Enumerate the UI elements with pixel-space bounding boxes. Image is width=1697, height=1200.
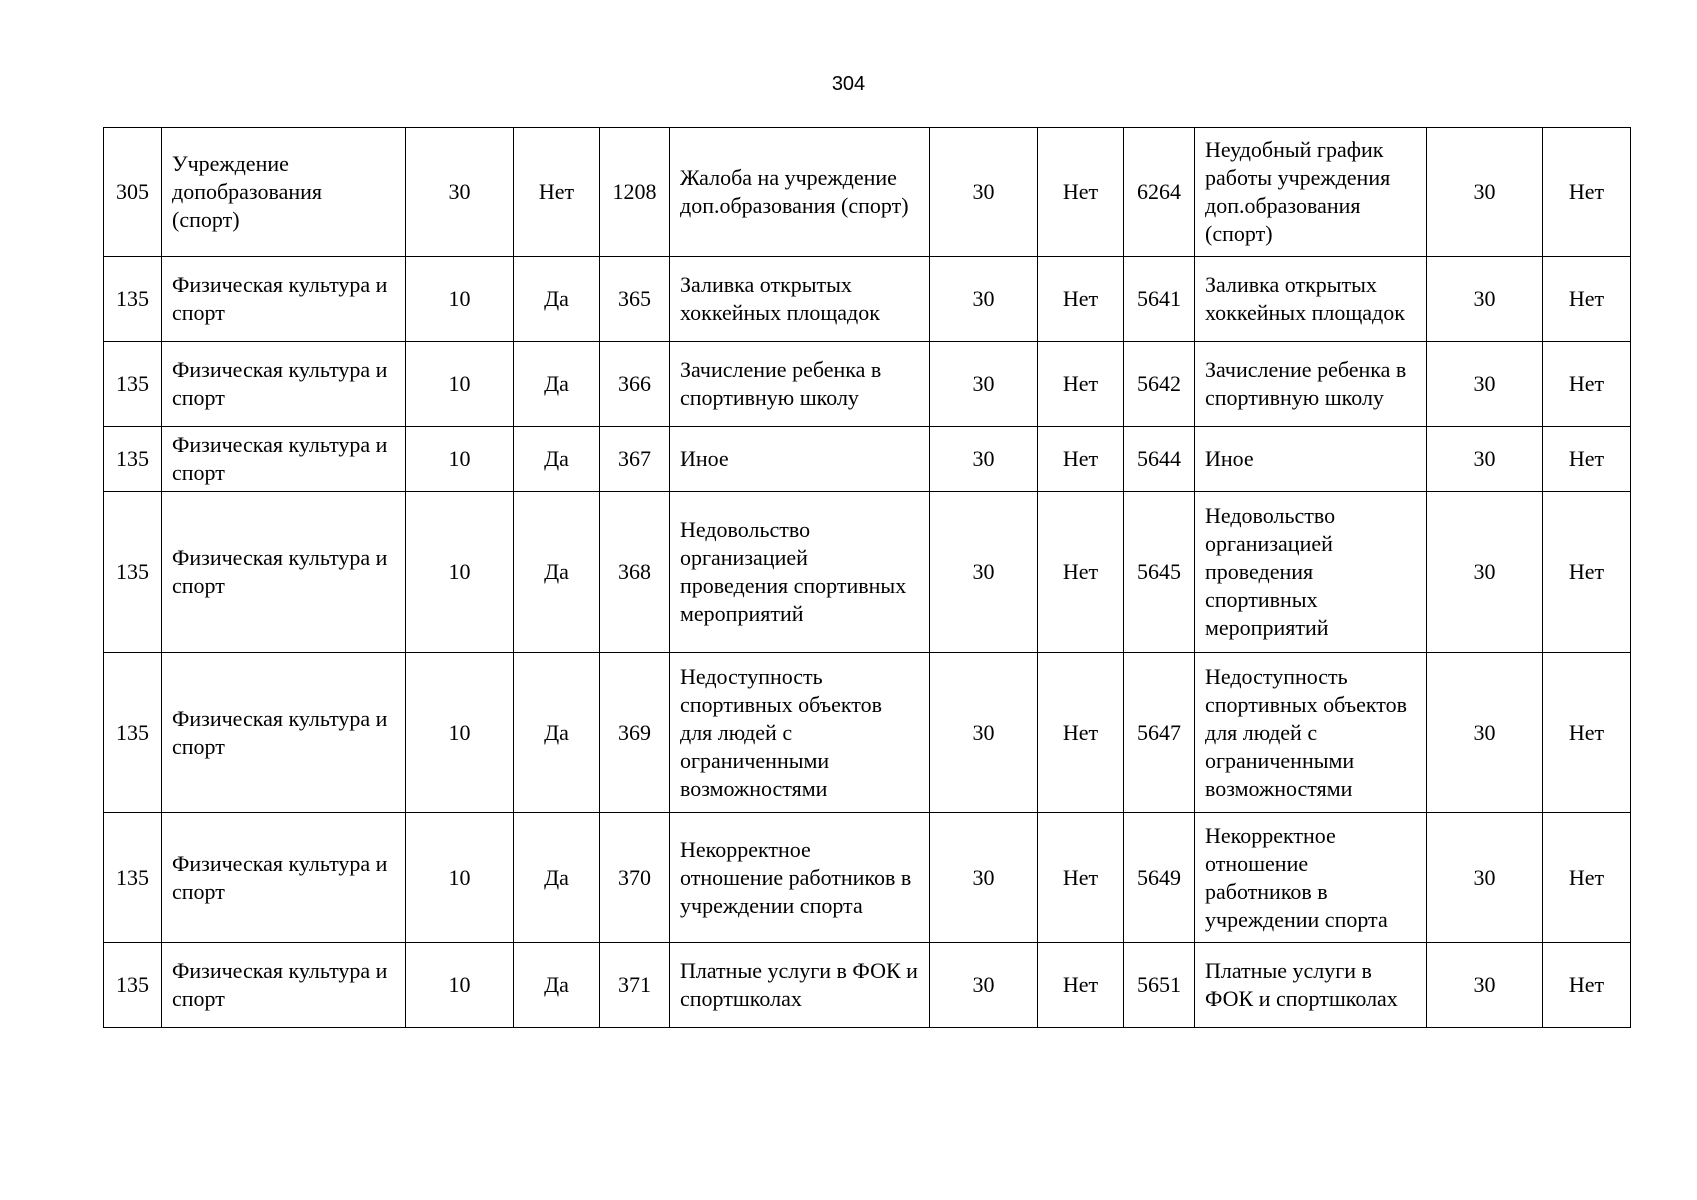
subtopic-code-cell: 6264: [1124, 128, 1195, 257]
topic-flag-cell: Нет: [1038, 342, 1124, 427]
category-code-cell: 135: [104, 427, 162, 492]
category-name-cell: Физическая культура и спорт: [162, 813, 406, 943]
category-value-cell: 10: [406, 813, 514, 943]
topic-code-cell: 1208: [600, 128, 670, 257]
category-name-cell: Физическая культура и спорт: [162, 943, 406, 1028]
subtopic-flag-cell: Нет: [1543, 342, 1631, 427]
category-code-cell: 135: [104, 342, 162, 427]
topic-name-cell: Иное: [670, 427, 930, 492]
subtopic-flag-cell: Нет: [1543, 653, 1631, 813]
category-flag-cell: Да: [514, 492, 600, 653]
topic-flag-cell: Нет: [1038, 813, 1124, 943]
table-row: [104, 342, 1631, 427]
category-code-cell: 305: [104, 128, 162, 257]
topic-flag-cell: Нет: [1038, 128, 1124, 257]
subtopic-name-cell: Иное: [1195, 427, 1427, 492]
category-name-cell: Физическая культура и спорт: [162, 653, 406, 813]
category-flag-cell: Нет: [514, 128, 600, 257]
category-value-cell: 10: [406, 257, 514, 342]
page-number: 304: [831, 73, 866, 95]
category-flag-cell: Да: [514, 653, 600, 813]
table-row: [104, 427, 1631, 492]
subtopic-name-cell: Недоступность спортивных объектов для людей с ограниченными возможностями: [1195, 653, 1427, 813]
topic-name-cell: Зачисление ребенка в спортивную школу: [670, 342, 930, 427]
table-row: [104, 653, 1631, 813]
category-flag-cell: Да: [514, 813, 600, 943]
topic-name-cell: Недоступность спортивных объектов для людей с ограниченными возможностями: [670, 653, 930, 813]
category-name-cell: Физическая культура и спорт: [162, 427, 406, 492]
category-name-cell: Учреждение допобразования (спорт): [162, 128, 406, 257]
table-row: [104, 257, 1631, 342]
subtopic-name-cell: Неудобный график работы учреждения доп.образования (спорт): [1195, 128, 1427, 257]
subtopic-name-cell: Некорректное отношение работников в учреждении спорта: [1195, 813, 1427, 943]
subtopic-value-cell: 30: [1427, 943, 1543, 1028]
subtopic-flag-cell: Нет: [1543, 492, 1631, 653]
subtopic-name-cell: Заливка открытых хоккейных площадок: [1195, 257, 1427, 342]
category-flag-cell: Да: [514, 257, 600, 342]
topic-flag-cell: Нет: [1038, 653, 1124, 813]
topic-value-cell: 30: [930, 492, 1038, 653]
subtopic-code-cell: 5641: [1124, 257, 1195, 342]
topic-name-cell: Платные услуги в ФОК и спортшколах: [670, 943, 930, 1028]
subtopic-flag-cell: Нет: [1543, 813, 1631, 943]
category-flag-cell: Да: [514, 427, 600, 492]
topic-flag-cell: Нет: [1038, 257, 1124, 342]
category-value-cell: 10: [406, 943, 514, 1028]
category-value-cell: 10: [406, 653, 514, 813]
topic-value-cell: 30: [930, 813, 1038, 943]
topic-code-cell: 365: [600, 257, 670, 342]
subtopic-code-cell: 5644: [1124, 427, 1195, 492]
topic-flag-cell: Нет: [1038, 427, 1124, 492]
subtopic-value-cell: 30: [1427, 257, 1543, 342]
subtopic-code-cell: 5651: [1124, 943, 1195, 1028]
category-value-cell: 10: [406, 427, 514, 492]
topic-flag-cell: Нет: [1038, 943, 1124, 1028]
subtopic-code-cell: 5649: [1124, 813, 1195, 943]
topic-code-cell: 370: [600, 813, 670, 943]
subtopic-code-cell: 5645: [1124, 492, 1195, 653]
subtopic-name-cell: Зачисление ребенка в спортивную школу: [1195, 342, 1427, 427]
topic-name-cell: Жалоба на учреждение доп.образования (спорт): [670, 128, 930, 257]
topic-value-cell: 30: [930, 653, 1038, 813]
subtopic-flag-cell: Нет: [1543, 257, 1631, 342]
subtopic-flag-cell: Нет: [1543, 128, 1631, 257]
subtopic-value-cell: 30: [1427, 492, 1543, 653]
topic-value-cell: 30: [930, 342, 1038, 427]
table-row: [104, 813, 1631, 943]
table-row: [104, 943, 1631, 1028]
subtopic-flag-cell: Нет: [1543, 943, 1631, 1028]
category-code-cell: 135: [104, 943, 162, 1028]
subtopic-value-cell: 30: [1427, 813, 1543, 943]
subtopic-code-cell: 5642: [1124, 342, 1195, 427]
category-value-cell: 10: [406, 492, 514, 653]
topic-value-cell: 30: [930, 427, 1038, 492]
subtopic-value-cell: 30: [1427, 427, 1543, 492]
category-code-cell: 135: [104, 257, 162, 342]
category-flag-cell: Да: [514, 342, 600, 427]
subtopic-value-cell: 30: [1427, 653, 1543, 813]
topic-value-cell: 30: [930, 943, 1038, 1028]
topic-value-cell: 30: [930, 128, 1038, 257]
topic-name-cell: Некорректное отношение работников в учреждении спорта: [670, 813, 930, 943]
category-code-cell: 135: [104, 492, 162, 653]
category-value-cell: 10: [406, 342, 514, 427]
category-flag-cell: Да: [514, 943, 600, 1028]
subtopic-name-cell: Платные услуги в ФОК и спортшколах: [1195, 943, 1427, 1028]
category-code-cell: 135: [104, 653, 162, 813]
category-name-cell: Физическая культура и спорт: [162, 492, 406, 653]
category-name-cell: Физическая культура и спорт: [162, 342, 406, 427]
topic-code-cell: 371: [600, 943, 670, 1028]
topic-name-cell: Заливка открытых хоккейных площадок: [670, 257, 930, 342]
topic-code-cell: 366: [600, 342, 670, 427]
topic-code-cell: 367: [600, 427, 670, 492]
table-row: [104, 128, 1631, 257]
topic-name-cell: Недовольство организацией проведения спортивных мероприятий: [670, 492, 930, 653]
topic-code-cell: 369: [600, 653, 670, 813]
category-value-cell: 30: [406, 128, 514, 257]
category-name-cell: Физическая культура и спорт: [162, 257, 406, 342]
subtopic-value-cell: 30: [1427, 342, 1543, 427]
table-row: [104, 492, 1631, 653]
topic-value-cell: 30: [930, 257, 1038, 342]
topic-flag-cell: Нет: [1038, 492, 1124, 653]
subtopic-flag-cell: Нет: [1543, 427, 1631, 492]
category-code-cell: 135: [104, 813, 162, 943]
topic-code-cell: 368: [600, 492, 670, 653]
subtopic-code-cell: 5647: [1124, 653, 1195, 813]
subtopic-value-cell: 30: [1427, 128, 1543, 257]
classifier-table: [103, 127, 1631, 1028]
subtopic-name-cell: Недовольство организацией проведения спортивных мероприятий: [1195, 492, 1427, 653]
